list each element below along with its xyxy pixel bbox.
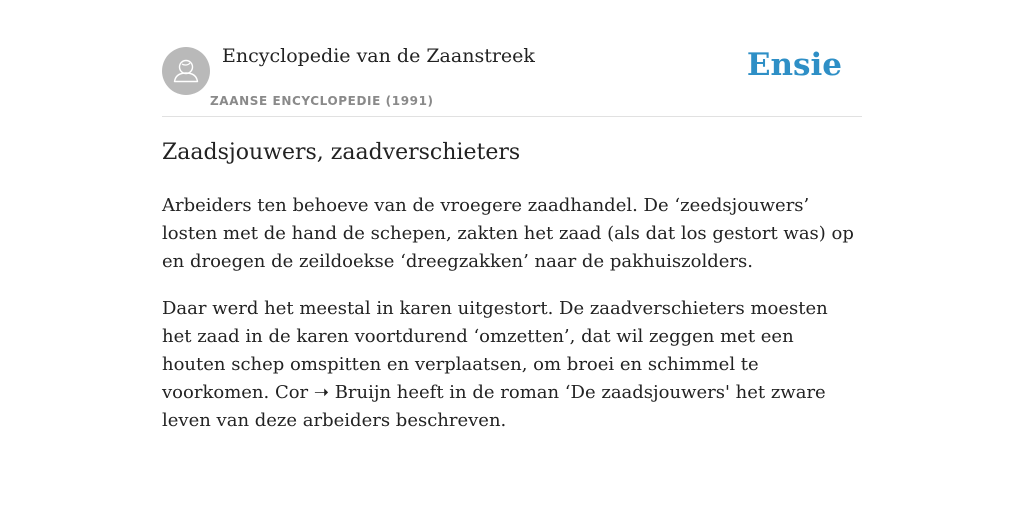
avatar[interactable]	[162, 47, 210, 95]
user-icon	[162, 47, 210, 95]
article-body	[162, 192, 862, 454]
article-card	[162, 0, 862, 512]
source-title[interactable]: Encyclopedie van de Zaanstreek	[222, 45, 535, 67]
source-header	[162, 0, 862, 117]
source-subtitle[interactable]: ZAANSE ENCYCLOPEDIE (1991)	[210, 94, 434, 108]
article-paragraph: Daar werd het meestal in karen uitgestort. De zaadverschieters moesten het zaad in de karen voortdurend ‘omzetten’, dat wil zeggen met een houten schep omspitten en verplaatsen, om broei en schimmel te voorkomen. Cor ➝ Bruijn heeft in de roman ‘De zaadsjouwers' het zware leven van deze arbeiders beschreven.	[162, 298, 828, 431]
article-title: Zaadsjouwers, zaadverschieters	[162, 140, 521, 165]
ensie-logo[interactable]: Ensie	[746, 47, 842, 83]
article-paragraph: Arbeiders ten behoeve van de vroegere zaadhandel. De ‘zeedsjouwers’ losten met de hand de schepen, zakten het zaad (als dat los gestort was) op en droegen de zeildoekse ‘dreegzakken’ naar de pakhuiszolders.	[162, 195, 854, 272]
